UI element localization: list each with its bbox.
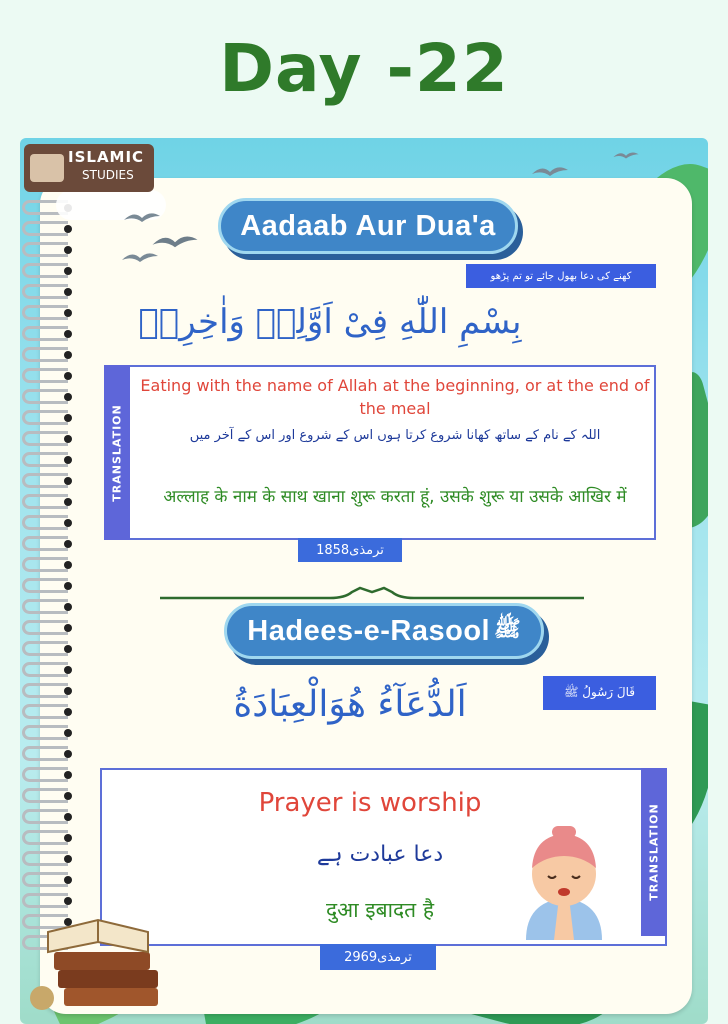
- spiral-ring: [22, 725, 68, 740]
- section-heading-banner: [218, 198, 518, 254]
- bird-icon: [122, 210, 162, 224]
- spiral-hole: [64, 414, 72, 422]
- spiral-ring: [22, 431, 68, 446]
- spiral-hole: [64, 792, 72, 800]
- spiral-hole: [64, 309, 72, 317]
- spiral-ring: [22, 788, 68, 803]
- spiral-hole: [64, 666, 72, 674]
- spiral-ring: [22, 284, 68, 299]
- bird-icon: [612, 150, 640, 160]
- logo-line-2: STUDIES: [82, 168, 134, 182]
- spiral-ring: [22, 620, 68, 635]
- spiral-ring: [22, 305, 68, 320]
- spiral-ring: [22, 221, 68, 236]
- logo-figure-icon: [30, 154, 64, 182]
- ornamental-divider: [160, 584, 584, 604]
- spiral-hole: [64, 708, 72, 716]
- spiral-hole: [64, 582, 72, 590]
- spiral-hole: [64, 834, 72, 842]
- spiral-ring: [22, 452, 68, 467]
- hindi-translation: अल्लाह के नाम के साथ खाना शुरू करता हूं, उसके शुरू या उसके आखिर में: [163, 487, 627, 507]
- urdu-translation: اللہ کے نام کے ساتھ کھانا شروع کرتا ہوں اس کے شروع اور اس کے آخر میں: [189, 428, 601, 443]
- spiral-hole: [64, 393, 72, 401]
- page-title: Day -22: [219, 30, 509, 107]
- spiral-ring: [22, 830, 68, 845]
- spiral-hole: [64, 687, 72, 695]
- spiral-ring: [22, 809, 68, 824]
- arabic-dua-text: بِسْمِ اللّٰهِ فِىْ اَوَّلِهٖ وَاٰخِرِهٖ: [138, 302, 522, 342]
- section-heading-banner: [224, 603, 544, 659]
- praying-boy-icon: [512, 818, 616, 940]
- reference-badge: ترمذی2969: [320, 944, 436, 970]
- spiral-hole: [64, 540, 72, 548]
- spiral-ring: [22, 410, 68, 425]
- dua-instruction-tag: کھنے کی دعا بھول جائے تو تم پڑھو: [466, 264, 656, 288]
- islamic-studies-logo: [24, 144, 154, 192]
- spiral-hole: [64, 813, 72, 821]
- spiral-ring: [22, 494, 68, 509]
- spiral-hole: [64, 750, 72, 758]
- spiral-ring: [22, 326, 68, 341]
- bird-icon: [150, 232, 200, 250]
- spiral-ring: [22, 746, 68, 761]
- spiral-hole: [64, 855, 72, 863]
- translation-label-text: TRANSLATION: [647, 803, 661, 901]
- section-heading-text: Hadees-e-Rasool: [247, 614, 491, 647]
- spiral-binding: [22, 200, 82, 960]
- translation-label-text: TRANSLATION: [110, 403, 124, 502]
- spiral-ring: [22, 662, 68, 677]
- translation-label: [641, 768, 667, 936]
- spiral-hole: [64, 498, 72, 506]
- section-heading-text: Aadaab Aur Dua'a: [240, 209, 496, 242]
- spiral-hole: [64, 267, 72, 275]
- english-translation: Eating with the name of Allah at the beginning, or at the end of the meal: [140, 376, 650, 418]
- spiral-ring: [22, 851, 68, 866]
- spiral-ring: [22, 557, 68, 572]
- books-icon: [28, 880, 168, 1020]
- spiral-hole: [64, 771, 72, 779]
- spiral-ring: [22, 599, 68, 614]
- urdu-translation: دعا عبادت ہے: [316, 842, 444, 867]
- spiral-hole: [64, 330, 72, 338]
- logo-line-1: ISLAMIC: [68, 148, 145, 166]
- spiral-ring: [22, 368, 68, 383]
- spiral-ring: [22, 515, 68, 530]
- spiral-hole: [64, 288, 72, 296]
- spiral-hole: [64, 561, 72, 569]
- spiral-ring: [22, 704, 68, 719]
- spiral-hole: [64, 351, 72, 359]
- spiral-hole: [64, 372, 72, 380]
- spiral-ring: [22, 473, 68, 488]
- bird-icon: [120, 250, 160, 264]
- spiral-ring: [22, 641, 68, 656]
- spiral-ring: [22, 263, 68, 278]
- spiral-ring: [22, 683, 68, 698]
- spiral-hole: [64, 435, 72, 443]
- bird-icon: [530, 164, 570, 178]
- spiral-hole: [64, 603, 72, 611]
- english-translation: Prayer is worship: [258, 788, 482, 818]
- spiral-hole: [64, 456, 72, 464]
- arabic-hadith-text: اَلدُّعَآءُ هُوَالْعِبَادَةُ: [233, 684, 467, 725]
- hindi-translation: दुआ इबादत है: [326, 898, 434, 922]
- translation-label: [104, 365, 130, 540]
- spiral-ring: [22, 536, 68, 551]
- spiral-ring: [22, 242, 68, 257]
- spiral-ring: [22, 767, 68, 782]
- spiral-hole: [64, 246, 72, 254]
- spiral-hole: [64, 645, 72, 653]
- hadith-prefix-tag: قَالَ رَسُولُ ﷺ: [543, 676, 656, 710]
- spiral-ring: [22, 578, 68, 593]
- reference-badge: ترمذی1858: [298, 538, 402, 562]
- spiral-hole: [64, 225, 72, 233]
- salawat-symbol-icon: ﷺ: [494, 617, 521, 642]
- spiral-hole: [64, 729, 72, 737]
- spiral-hole: [64, 477, 72, 485]
- spiral-hole: [64, 624, 72, 632]
- spiral-hole: [64, 519, 72, 527]
- spiral-ring: [22, 389, 68, 404]
- spiral-ring: [22, 347, 68, 362]
